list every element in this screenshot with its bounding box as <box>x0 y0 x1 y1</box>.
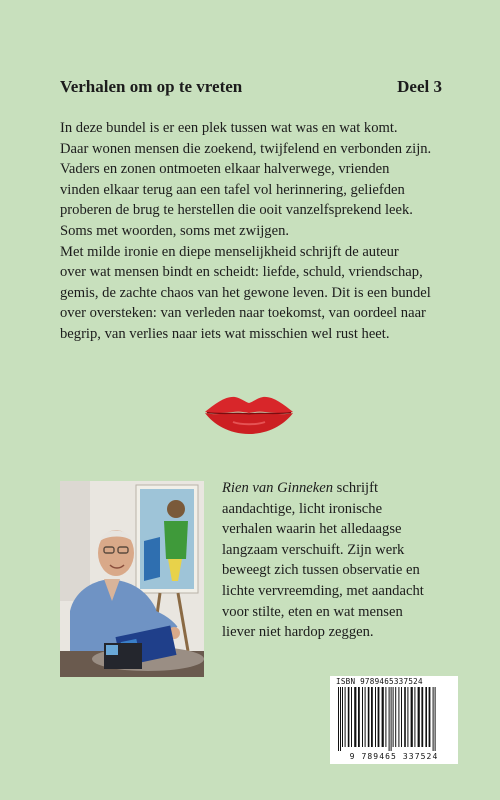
barcode-bar <box>389 687 390 751</box>
barcode-bar <box>429 687 431 747</box>
barcode-bar <box>368 687 370 747</box>
barcode-bar <box>362 687 363 747</box>
author-name: Rien van Ginneken <box>222 480 334 496</box>
barcode-bar <box>411 687 413 747</box>
barcode-bar <box>351 687 352 747</box>
barcode-bar <box>393 687 394 747</box>
barcode-bar <box>371 687 373 747</box>
barcode-bar <box>425 687 427 747</box>
blurb-line: proberen de brug te herstellen die ooit vanzelfsprekend leek. <box>60 202 413 219</box>
barcode-bar <box>338 687 339 751</box>
blurb-line: Vaders en zonen ontmoeten elkaar halverwege, vrienden <box>60 161 390 178</box>
barcode-bar <box>391 687 392 751</box>
book-title: Verhalen om op te vreten <box>60 77 243 96</box>
barcode-bar <box>345 687 346 747</box>
barcode-bar <box>421 687 423 747</box>
bio-line: lichte vervreemding, met aandacht <box>222 582 424 599</box>
barcode-bar <box>354 687 356 747</box>
blurb-line: gemis, de zachte chaos van het gewone leven. Dit is een bundel <box>60 284 431 301</box>
bio-first-line: schrijft <box>333 480 379 496</box>
blurb-line: over wat mensen bindt en scheidt: liefde, schuld, vriendschap, <box>60 264 423 281</box>
blurb-line: Soms met woorden, soms met zwijgen. <box>60 222 290 239</box>
ean-digits: 9 789465 337524 <box>349 752 439 761</box>
red-lips-icon <box>203 392 295 436</box>
barcode-bar <box>378 687 380 747</box>
blurb-line: Daar wonen mensen die zoekend, twijfelend en verbonden zijn. <box>60 140 432 157</box>
barcode-bar <box>358 687 360 747</box>
barcode-bars <box>334 687 454 751</box>
cover-header <box>60 77 442 97</box>
barcode-bar <box>348 687 350 747</box>
isbn-barcode <box>330 676 458 764</box>
bio-line: verhalen waarin het alledaagse <box>222 521 402 538</box>
barcode-bar <box>340 687 341 751</box>
barcode-bar <box>404 687 406 747</box>
barcode-bar <box>418 687 420 747</box>
blurb-text <box>60 118 450 345</box>
barcode-bar <box>365 687 366 747</box>
bio-line: beweegt zich tussen observatie en <box>222 562 420 579</box>
barcode-bar <box>401 687 402 747</box>
volume-label: Deel 3 <box>397 77 442 96</box>
barcode-bar <box>433 687 434 751</box>
blurb-line: vinden elkaar terug aan een tafel vol herinnering, geliefden <box>60 181 405 198</box>
barcode-bar <box>342 687 343 747</box>
isbn-label: ISBN 9789465337524 <box>336 677 423 686</box>
barcode-bar <box>435 687 436 751</box>
barcode-bar <box>414 687 415 747</box>
bio-line <box>222 478 447 499</box>
author-photo <box>60 481 204 677</box>
blurb-line: Met milde ironie en diepe menselijkheid schrijft de auteur <box>60 243 399 260</box>
bio-line: voor stilte, eten en wat mensen <box>222 603 403 620</box>
blurb-line: In deze bundel is er een plek tussen wat was en wat komt. <box>60 120 398 136</box>
blurb-line: begrip, van verlies naar iets wat misschien wel rust heet. <box>60 325 390 342</box>
barcode-bar <box>398 687 399 747</box>
bio-line: aandachtige, licht ironische <box>222 500 383 517</box>
bio-line: langzaam verschuift. Zijn werk <box>222 541 405 558</box>
barcode-bar <box>407 687 408 747</box>
barcode-bar <box>375 687 376 747</box>
blurb-line: over oversteken: van verleden naar toekomst, van oordeel naar <box>60 305 426 322</box>
barcode-bar <box>395 687 396 747</box>
bio-line: liever niet hardop zeggen. <box>222 624 374 641</box>
barcode-bar <box>382 687 384 747</box>
author-bio <box>222 478 447 643</box>
barcode-bar <box>385 687 386 747</box>
